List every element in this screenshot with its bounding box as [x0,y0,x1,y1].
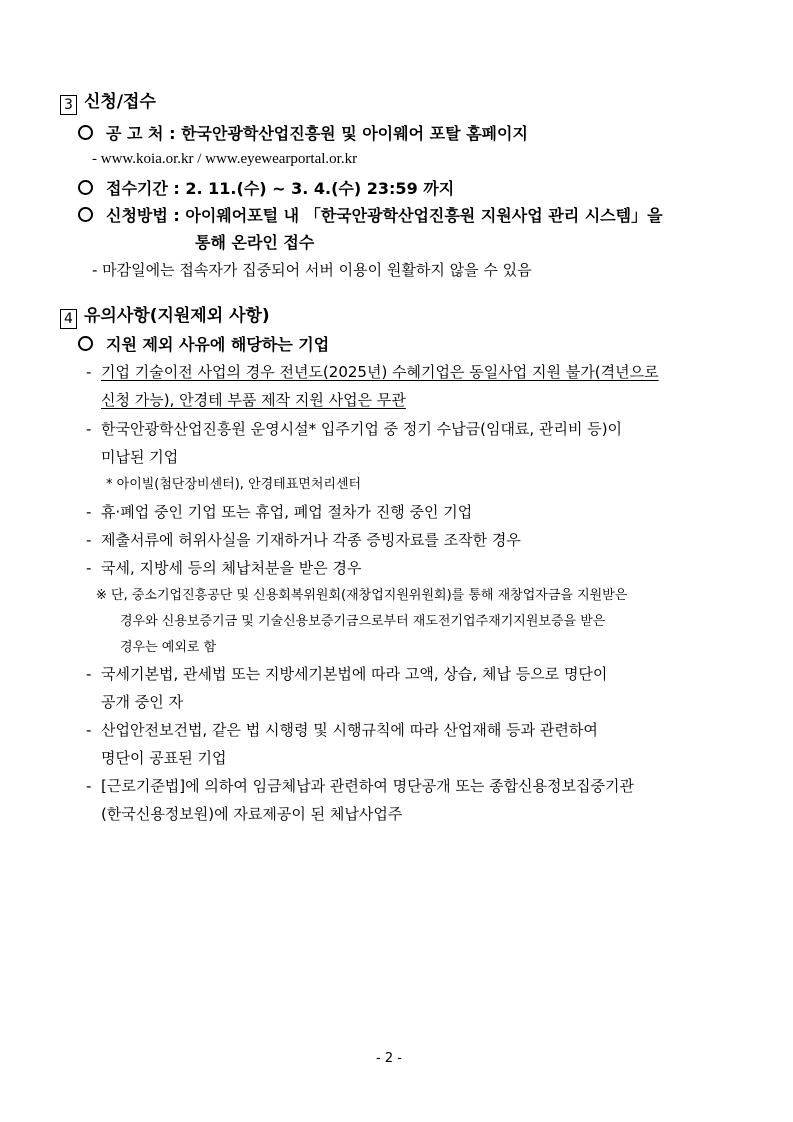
exclusion-item-7-cont: 명단이 공표된 기업 [101,749,227,767]
exclusion-item-6: 국세기본법, 관세법 또는 지방세기본법에 따라 고액, 상습, 체납 등으로 명단이 [101,665,608,683]
exclusion-item-1-cont-text: 신청 가능), 안경테 부품 제작 지원 사업은 무관 [101,391,406,409]
exception-note-1: ※ 단, 중소기업진흥공단 및 신용회복위원회(재창업지원위원회)를 통해 재창업자금을 지원받은 [96,588,628,603]
section-4-heading [60,308,270,329]
deadline-note: - 마감일에는 접속자가 집중되어 서버 이용이 원활하지 않을 수 있음 [92,261,532,279]
exclusion-item-8: [근로기준법]에 의하여 임금체납과 관련하여 명단공개 또는 종합신용정보집중기관 [101,777,634,795]
dash-marker: - [86,665,92,683]
exclusion-item-2: 한국안광학산업진흥원 운영시설* 입주기업 중 정기 수납금(임대료, 관리비 등)이 [101,420,623,438]
exclusion-item-3: 휴·폐업 중인 기업 또는 휴업, 폐업 절차가 진행 중인 기업 [101,503,473,521]
dash-marker: - [86,363,92,381]
dash-marker: - [86,777,92,795]
dash-marker: - [86,503,92,521]
exclusion-item-1-cont [101,393,406,408]
exclusion-item-4: 제출서류에 허위사실을 기재하거나 각종 증빙자료를 조작한 경우 [101,531,521,549]
exception-note-3: 경우는 예외로 함 [120,640,217,655]
period-label: 접수기간 : [106,179,186,198]
section-title: 유의사항(지원제외 사항) [84,306,270,326]
section-number-box: 3 [60,95,77,115]
exclusion-item-5: 국세, 지방세 등의 체납처분을 받은 경우 [101,559,362,577]
exception-note-2: 경우와 신용보증기금 및 기술신용보증기금으로부터 재도전기업주재기지원보증을 받은 [120,614,606,629]
dash-marker: - [86,531,92,549]
method-text-cont: 통해 온라인 접수 [195,233,315,252]
method-text: 아이웨어포털 내 「한국안광학산업진흥원 지원사업 관리 시스템」을 [185,206,663,225]
url-line [92,152,357,167]
dash-marker: - [86,721,92,739]
method-label: 신청방법 : [106,206,186,225]
dash-marker: - [86,420,92,438]
circle-bullet-icon [78,125,93,140]
section-3-heading [60,94,156,115]
dash-marker: - [92,151,101,167]
circle-bullet-icon [78,336,93,351]
announce-item [78,125,528,142]
method-item [78,207,663,224]
section-number-box: 4 [60,309,77,329]
circle-bullet-icon [78,207,93,222]
period-item [78,180,454,197]
period-text: 2. 11.(수) ~ 3. 4.(수) 23:59 까지 [185,179,455,198]
exclusion-item-1-text: 기업 기술이전 사업의 경우 전년도(2025년) 수혜기업은 동일사업 지원 불가(격년으로 [101,363,659,381]
exclusion-item-2-note: * 아이빌(첨단장비센터), 안경테표면처리센터 [106,477,362,492]
exclusion-heading-text: 지원 제외 사유에 해당하는 기업 [106,335,330,354]
exclusion-item-1 [101,365,736,380]
portal-urls: www.koia.or.kr / www.eyewearportal.or.kr [100,151,358,167]
exclusion-item-7: 산업안전보건법, 같은 법 시행령 및 시행규칙에 따라 산업재해 등과 관련하여 [101,721,598,739]
exclusion-heading [78,336,329,353]
announce-text: 한국안광학산업진흥원 및 아이웨어 포탈 홈페이지 [181,124,528,143]
announce-label: 공 고 처 : [106,124,182,143]
section-title: 신청/접수 [84,92,156,112]
exclusion-item-6-cont: 공개 중인 자 [101,693,183,711]
exclusion-item-8-cont: (한국신용정보원)에 자료제공이 된 체납사업주 [101,805,403,823]
dash-marker: - [86,559,92,577]
page-number: - 2 - [376,1051,402,1066]
circle-bullet-icon [78,180,93,195]
exclusion-item-2-cont: 미납된 기업 [101,448,179,466]
